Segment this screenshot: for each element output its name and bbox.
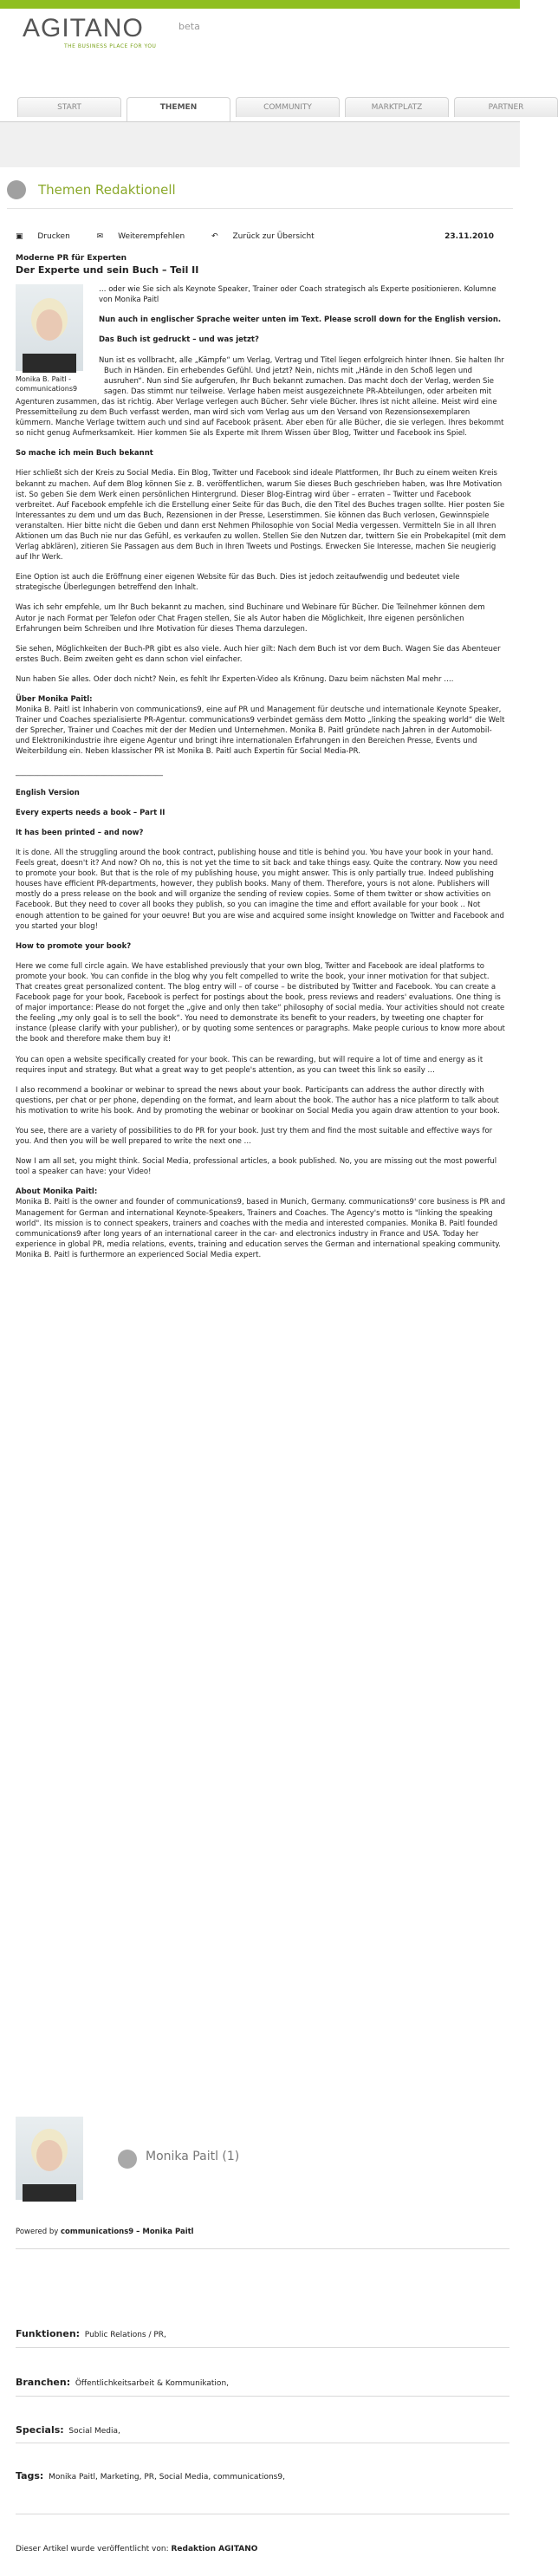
subheading: How to promote your book? [16,941,132,951]
tab-community[interactable]: COMMUNITY [236,97,340,117]
sub-nav-band [0,122,520,167]
paragraph: I also recommend a bookinar or webinar to spread the news about your book. Participants can address the author directly with questions, per chat or per phone, depending on the format, and learn about the book. The author has a nice platform to talk about his motivation to write his book. And by promoting the webinar or bookinar on Social Media you again draw attention to your book. [16,1085,500,1116]
divider [16,2347,509,2348]
tab-partner[interactable]: PARTNER [454,97,558,117]
english-note: Nun auch in englischer Sprache weiter unten im Text. Please scroll down for the English version. [99,315,502,325]
article-intro: … oder wie Sie sich als Keynote Speaker, Trainer oder Coach strategisch als Experte positionieren. Kolumne von Monika Paitl [99,285,496,305]
footer-publisher: Dieser Artikel wurde veröffentlicht von: Redaktion AGITANO [16,2545,258,2553]
back-link[interactable]: ↶ Zurück zur Übersicht [211,232,315,241]
mail-icon: ✉ [96,232,107,241]
portrait-illustration [16,2117,83,2200]
top-accent-bar [0,0,520,9]
meta-functions: Funktionen: Public Relations / PR, [16,2328,166,2339]
meta-specials: Specials: Social Media, [16,2424,120,2436]
paragraph: It is done. All the struggling around the book contract, publishing house and title is behind you. You have your book in your hand. Feels great, doesn't it? And now? Oh no, this is not yet the time to sit back and take things easy. Quite the contrary. Now you need to promote your book. But that is the role of my publishing house, you might answer. This is only partially true. Indeed publishing houses have efficient PR-departments, however, they publish books. Many of them. Therefore, yours is not alone. Publishers will mostly do a press release on the book and will organize the sending of review copies. Some of them twitter or show activities on Facebook. But they need to cover all books they publish, so you can imagine the time and effort available for your book .. Not enough attention to be gained for your oeuvre! But you are wise and acquired some insight knowledge on Twitter and Facebook and you started your blog! [16,848,504,931]
specials-value[interactable]: Social Media, [68,2427,120,2436]
profile-icon [118,2150,137,2169]
article-toolbar [16,232,506,241]
subheading: English Version [16,788,80,797]
article-kicker: Moderne PR für Experten [16,254,127,263]
section-header [0,177,520,205]
paragraph: Hier schließt sich der Kreis zu Social Media. Ein Blog, Twitter und Facebook sind ideale Plattformen, Ihr Buch zu einem weiten Kreis bekannt zu machen. Auf dem Blog können Sie z. B. veröffentlichen, warum Sie dieses Buch geschrieben haben, was Ihre Motivation ist. So geben Sie dem Werk einen persönlichen Hintergrund. Dieser Blog-Eintrag wird über – erraten – Twitter und Facebook verbreitet. Auf Facebook empfehle ich die Erstellung einer Seite für das Buch, die den Titel des Buches tragen sollte. Hier posten Sie Interessantes zu dem und um das Buch, Rezensionen in der Presse, Leserstimmen. Sie können das Buch verlosen, Gewinnspiele veranstalten. Hier bitte nicht die Geben und dann erst Nehmen Philosophie von Social Media vergessen. Vermitteln Sie in all Ihren Aktionen um das Buch nie nur das Gefühl, es verkaufen zu wollen. Stellen Sie den Nutzen dar, twittern Sie ein Probekapitel (mit dem Verlag abklären), zitieren Sie Passagen aus dem Buch in Ihren Tweets und Postings. Erwecken Sie Interesse, machen Sie neugierig auf Ihr Werk. [16,469,506,563]
subheading: Every experts needs a book – Part II [16,808,165,817]
article-date: 23.11.2010 [444,232,494,241]
portrait-illustration [16,284,83,371]
paragraph: You see, there are a variety of possibilities to do PR for your book. Just try them and find the most suitable and effective ways for you. And then you will be well prepared to write the next one … [16,1127,493,1147]
print-link[interactable]: ▣ Drucken [16,232,70,241]
meta-tags: Tags: Monika Paitl, Marketing, PR, Social Media, communications9, [16,2470,285,2482]
header [0,9,520,49]
subheading: Über Monika Paitl: [16,695,93,704]
tab-themen[interactable]: THEMEN [127,97,230,121]
functions-value[interactable]: Public Relations / PR, [84,2331,166,2339]
article-body [16,253,506,1270]
photo-caption: Monika B. Paitl - communications9 [16,375,78,394]
subheading: So mache ich mein Buch bekannt [16,449,153,459]
recommend-link[interactable]: ✉ Weiterempfehlen [96,232,185,241]
paragraph: You can open a website specifically created for your book. This can be rewarding, but will require a lot of time and energy as it requires input and strategy. But what a great way to get people's attention, as you can tweet this link so easily … [16,1055,483,1075]
article-headline: Der Experte und sein Buch – Teil II [16,264,199,276]
section-title: Themen Redaktionell [38,182,176,198]
author-photo [16,284,83,371]
branches-value[interactable]: Öffentlichkeitsarbeit & Kommunikation, [75,2379,230,2388]
divider [16,2248,509,2249]
paragraph: Was ich sehr empfehle, um Ihr Buch bekannt zu machen, sind Buchinare und Webinare für Bücher. Die Teilnehmer können dem Autor je nach Format per Telefon oder Chat Fragen stellen, Sie als Autor haben die Möglichkeit, Ihre eigenen persönlichen Erfahrungen beim Schreiben und Ihre Motivation für dieses Thema darzulegen. [16,603,485,634]
tags-value[interactable]: Monika Paitl, Marketing, PR, Social Media, communications9, [49,2473,285,2482]
back-icon: ↶ [211,232,221,241]
tab-marktplatz[interactable]: MARKTPLATZ [345,97,449,117]
paragraph: Now I am all set, you might think. Social Media, professional articles, a book published. No, you are missing out the most powerful tool a speaker can have: your Video! [16,1157,497,1177]
subheading: About Monika Paitl: [16,1187,98,1197]
divider [16,2396,509,2397]
subheading: It has been printed – and now? [16,828,144,837]
subheading: Das Buch ist gedruckt – und was jetzt? [99,335,259,345]
tagline: THE BUSINESS PLACE FOR YOU [64,43,157,49]
print-icon: ▣ [16,232,26,241]
separator: ________________________________________ [16,767,163,777]
meta-branches: Branchen: Öffentlichkeitsarbeit & Kommunikation, [16,2377,230,2388]
section-icon [7,180,26,199]
logo[interactable]: AGITANO [23,14,144,42]
tab-start[interactable]: START [17,97,121,117]
author-box-photo[interactable] [16,2117,83,2200]
divider [7,208,513,209]
paragraph: Sie sehen, Möglichkeiten der Buch-PR gibt es also viele. Auch hier gilt: Nach dem Buch ist vor dem Buch. Wagen Sie das Abenteuer erstes Buch. Beim zweiten geht es dann schon viel einfacher. [16,644,501,664]
publisher-link[interactable]: Redaktion AGITANO [171,2545,258,2553]
paragraph: Here we come full circle again. We have established previously that your own blog, Twitter and Facebook are ideal platforms to promote your book. You can confide in the blog why you felt compelled to write the book, your inner motivation for that subject. That creates great personalized content. The blog entry will – of course – be distributed by Twitter and Facebook. You can create a Facebook page for your book, Facebook is perfect for postings about the book, press reviews and readers' evaluations. One thing is of major importance: Please do not forget the „give and only then take“ philosophy of social media. Your activities should not create the feeling „my only goal is to sell the book“. You need to demonstrate its benefit to your readers, by tweeting one chapter for instance (please clarify with your publisher), or by quoting some sentences or paragraphs. Make people curious to know more about the book and therefore make them buy it! [16,961,505,1044]
paragraph: Nun ist es vollbracht, alle „Kämpfe“ um Verlag, Vertrag und Titel liegen erfolgreich hinter Ihnen. Sie halten Ihr Buch in Händen. Ein erhebendes Gefühl. Und jetzt? Nein, nichts mit „Hände in den Schoß legen und ausruhen“. Nun sind Sie aufgerufen, Ihr Buch bekannt zumachen. Das macht doch der Verlag, werden Sie sagen. Das stimmt nur teilweise. Verlage haben meist ausgezeichnete PR-Abteilungen, oder arbeiten mit Agenturen zusammen, das ist richtig. Aber Verlage verlegen auch Bücher. Sehr viele Bücher. Ihres ist nicht alleine. Meist wird eine Pressemitteilung zu dem Buch verfasst werden, man wird sich vom Verlag aus um den Versand von Rezensionsexemplaren kümmern. Manche Verlage twittern auch und sind auf Facebook präsent. Aber eben für alle Bücher, die sie verlegen. Ihres bekommt so nicht genug Aufmerksamkeit. Hier kommen Sie als Experte mit Ihrem Wissen über Blog, Twitter und Facebook ins Spiel. [16,355,504,439]
powered-by-link[interactable]: communications9 – Monika Paitl [60,2228,194,2236]
powered-by: Powered by communications9 – Monika Paitl [16,2228,194,2236]
paragraph: Monika B. Paitl ist Inhaberin von communications9, eine auf PR und Management für deutsche und internationale Keynote Speaker, Trainer und Coaches spezialisierte PR-Agentur. communications9 verbindet gemäss dem Motto „linking the speaking world“ die Welt der Sprecher, Trainer und Coaches mit der der Medien und Unternehmen. Monika B. Paitl gründete nach Jahren in der Automobil- und Elektronikindustrie ihre eigene Agentur und bringt ihre internationalen Erfahrungen in den Bereichen Presse, Events und Weiterbildung ein. Neben klassischer PR ist Monika B. Paitl auch Expertin für Social Media-PR. [16,706,505,757]
main-nav [17,97,558,121]
author-name-link[interactable]: Monika Paitl (1) [146,2150,240,2163]
beta-label: beta [178,21,200,32]
paragraph: Nun haben Sie alles. Oder doch nicht? Nein, es fehlt Ihr Experten-Video als Krönung. Dazu beim nächsten Mal mehr …. [16,674,454,684]
paragraph: Eine Option ist auch die Eröffnung einer eigenen Website für das Buch. Dies ist jedoch zeitaufwendig und bedeutet viele strategische Überlegungen betreffend den Inhalt. [16,573,460,593]
paragraph: Monika B. Paitl is the owner and founder of communications9, based in Munich, Germany. communications9' core business is PR and Management for German and international Keynote-Speakers, Trainers and Coaches. The Agency's motto is "linking the speaking world". Its mission is to connect speakers, trainers and coaches with the media and interested companies. Monika B. Paitl founded communications9 after long years of an international career in the car- and electronics industry in France and USA. Today her experience in global PR, media relations, events, training and education serves the German and international speaking community. Monika B. Paitl is furthermore an experienced Social Media expert. [16,1198,506,1259]
